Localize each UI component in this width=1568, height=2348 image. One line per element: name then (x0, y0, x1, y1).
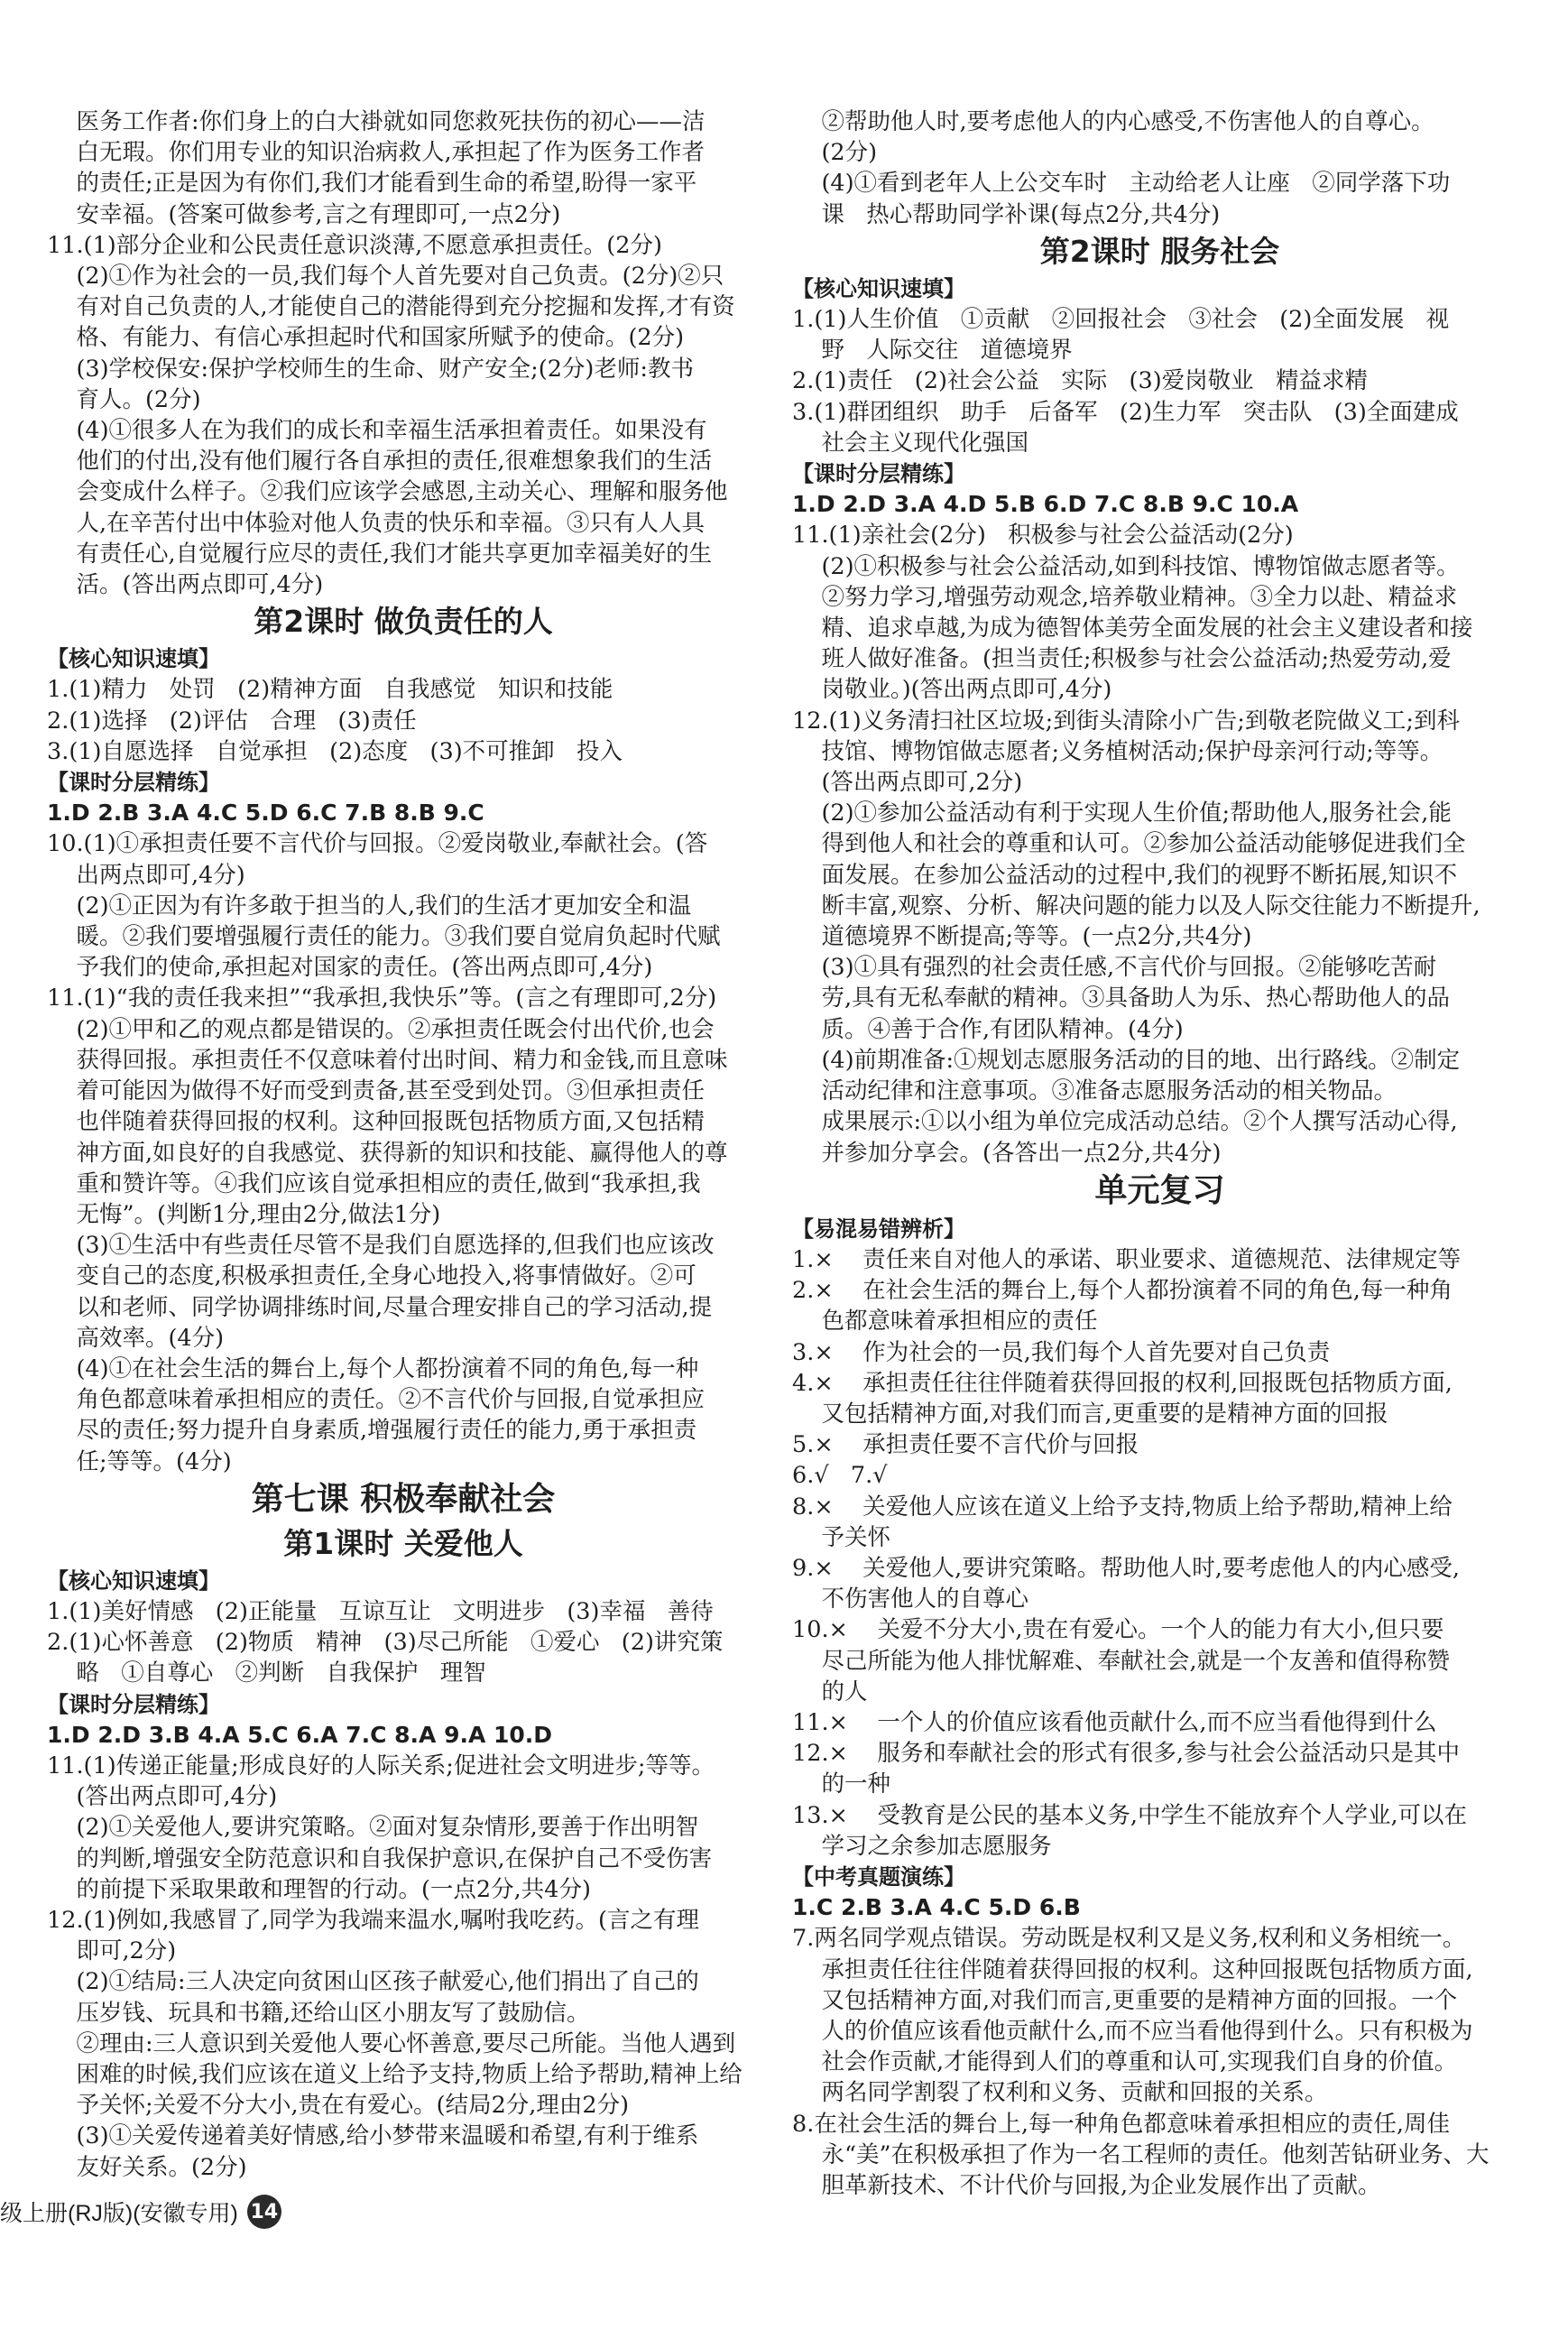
paragraph: 11.(1)亲社会(2分) 积极参与社会公益活动(2分) (2)①积极参与社会公益活动,如到科技馆、博物馆做志愿者等。 ②努力学习,增强劳动观念,培养敬业精神。③全力以赴、精益求 精、追求卓越,为成为德智体美劳全面发展的社会主义建设者和接 班人做好准备。(担当责任;积极参与社会公益活动;热爱劳动,爱 岗敬业。)(答出两点即可,4分) 12.(1)义务清扫社区垃圾;到街头清除小广告;到敬老院做义工;到科 技馆、博物馆做志愿者;义务植树活动;保护母亲河行动;等等。 (答出两点即可,2分) (2)①参加公益活动有利于实现人生价值;帮助他人,服务社会,能 得到他人和社会的尊重和认可。②参加公益活动能够促进我们全 面发展。在参加公益活动的过程中,我们的视野不断拓展,知识不 断丰富,观察、分析、解决问题的能力以及人际交往能力不断提升, 道德境界不断提高;等等。(一点2分,共4分) (3)①具有强烈的社会责任感,不言代价与回报。②能够吃苦耐 劳,具有无私奉献的精神。③具备助人为乐、热心帮助他人的品 质。④善于合作,有团队精神。(4分) (4)前期准备:①规划志愿服务活动的目的地、出行路线。②制定 活动纪律和注意事项。③准备志愿服务活动的相关物品。 成果展示:①以小组为单位完成活动总结。②个人撰写活动心得, 并参加分享会。(各答出一点2分,共4分) (792, 522, 1480, 1167)
lesson-subtitle: 第2课时 服务社会 (1039, 233, 1280, 269)
paragraph: 10.(1)①承担责任要不言代价与回报。②爱岗敬业,奉献社会。(答 出两点即可,4分) (2)①正因为有许多敢于担当的人,我们的生活才更加安全和温 暖。②我们要增强履行责任的能力。③我们要自觉肩负起时代赋 予我们的使命,承担起对国家的责任。(答出两点即可,4分) 11.(1)“我的责任我来担”“我承担,我快乐”等。(言之有理即可,2分) (2)①甲和乙的观点都是错误的。②承担责任既会付出代价,也会 获得回报。承担责任不仅意味着付出时间、精力和金钱,而且意味 着可能因为做得不好而受到责备,甚至受到处罚。③但承担责任 也伴随着获得回报的权利。这种回报既包括物质方面,又包括精 神方面,如良好的自我感觉、获得新的知识和技能、赢得他人的尊 重和赞许等。④我们应该自觉承担相应的责任,做到“我承担,我 无悔”。(判断1分,理由2分,做法1分) (3)①生活中有些责任尽管不是我们自愿选择的,但我们也应该改 变自己的态度,积极承担责任,全身心地投入,将事情做好。②可 以和老师、同学协调排练时间,尽量合理安排自己的学习活动,提 高效率。(4分) (4)①在社会生活的舞台上,每个人都扮演着不同的角色,每一种 角色都意味着承担相应的责任。②不言代价与回报,自觉承担应 尽的责任;努力提升自身素质,增强履行责任的能力,勇于承担责 任;等等。(4分) (47, 830, 728, 1475)
right-column (792, 106, 1527, 2201)
paragraph: 1.(1)人生价值 ①贡献 ②回报社会 ③社会 (2)全面发展 视 野 人际交往 道德境界 2.(1)责任 (2)社会公益 实际 (3)爱岗敬业 精益求精 3.(1)群团组织 助手 后备军 (2)生力军 突击队 (3)全面建成 社会主义现代化强国 (792, 306, 1459, 457)
paragraph: 11.(1)传递正能量;形成良好的人际关系;促进社会文明进步;等等。 (答出两点即可,4分) (2)①关爱他人,要讲究策略。②面对复杂情形,要善于作出明智 的判断,增强安全防范意识和自我保护意识,在保护自己不受伤害 的前提下采取果敢和理智的行动。(一点2分,共4分) 12.(1)例如,我感冒了,同学为我端来温水,嘱咐我吃药。(言之有理 即可,2分) (2)①结局:三人决定向贫困山区孩子献爱心,他们捐出了自己的 压岁钱、玩具和书籍,还给山区小朋友写了鼓励信。 ②理由:三人意识到关爱他人要心怀善意,要尽己所能。当他人遇到 困难的时候,我们应该在道义上给予支持,物质上给予帮助,精神上给 予关怀;关爱不分大小,贵在有爱心。(结局2分,理由2分) (3)①关爱传递着美好情感,给小梦带来温暖和希望,有利于维系 友好关系。(2分) (47, 1752, 742, 2181)
paragraph: 医务工作者:你们身上的白大褂就如同您救死扶伤的初心——洁 白无瑕。你们用专业的知识治病救人,承担起了作为医务工作者 的责任;正是因为有你们,我们才能看到生命的希望,盼得一家平 安幸福。(答案可做参考,言之有理即可,一点2分) (76, 108, 706, 228)
page-number-badge: 14 (247, 2195, 281, 2229)
lesson-title: 第七课 积极奉献社会 (251, 1480, 556, 1518)
section-heading: 【核心知识速填】 (47, 646, 220, 672)
answer-key-line: 1.D 2.B 3.A 4.C 5.D 6.C 7.B 8.B 9.C (47, 800, 484, 827)
answer-key-line: 1.D 2.D 3.A 4.D 5.B 6.D 7.C 8.B 9.C 10.A (792, 491, 1299, 518)
section-heading: 【课时分层精练】 (47, 770, 220, 796)
answer-key-line: 1.C 2.B 3.A 4.C 5.D 6.B (792, 1894, 1081, 1921)
book-label: 级上册(RJ版)(安徽专用) (0, 2201, 238, 2226)
paragraph: 1.× 责任来自对他人的承诺、职业要求、道德规范、法律规定等 2.× 在社会生活的舞台上,每个人都扮演着不同的角色,每一种角 色都意味着承担相应的责任 3.× 作为社会的一员,我们每个人首先要对自己负责 4.× 承担责任往往伴随着获得回报的权利,回报既包括物质方面, 又包括精神方面,对我们而言,更重要的是精神方面的回报 5.× 承担责任要不言代价与回报 6.√ 7.√ 8.× 关爱他人应该在道义上给予支持,物质上给予帮助,精神上给 予关怀 9.× 关爱他人,要讲究策略。帮助他人时,要考虑他人的内心感受, 不伤害他人的自尊心 10.× 关爱不分大小,贵在有爱心。一个人的能力有大小,但只要 尽己所能为他人排忧解难、奉献社会,就是一个友善和值得称赞 的人 11.× 一个人的价值应该看他贡献什么,而不应当看他得到什么 12.× 服务和奉献社会的形式有很多,参与社会公益活动只是其中 的一种 13.× 受教育是公民的基本义务,中学生不能放弃个人学业,可以在 学习之余参加志愿服务 (792, 1245, 1468, 1860)
section-heading: 【核心知识速填】 (47, 1567, 220, 1594)
lesson-subtitle: 第2课时 做负责任的人 (254, 604, 553, 640)
paragraph: ②帮助他人时,要考虑他人的内心感受,不伤害他人的自尊心。 (2分) (4)①看到老年人上公交车时 主动给老人让座 ②同学落下功 课 热心帮助同学补课(每点2分,共4分) (821, 108, 1451, 228)
lesson-subtitle: 第1课时 关爱他人 (283, 1525, 523, 1561)
section-heading: 【课时分层精练】 (47, 1691, 220, 1717)
section-heading: 【易混易错辨析】 (792, 1216, 965, 1242)
left-column (47, 106, 760, 2183)
paragraph: 11.(1)部分企业和公民责任意识淡薄,不愿意承担责任。(2分) (2)①作为社会的一员,我们每个人首先要对自己负责。(2分)②只 有对自己负责的人,才能使自己的潜能得到充分挖掘和发挥,才有资 格、有能力、有信心承担起时代和国家所赋予的使命。(2分) (3)学校保安:保护学校师生的生命、财产安全;(2分)老师:教书 育人。(2分) (4)①很多人在为我们的成长和幸福生活承担着责任。如果没有 他们的付出,没有他们履行各自承担的责任,很难想象我们的生活 会变成什么样子。②我们应该学会感恩,主动关心、理解和服务他 人,在辛苦付出中体验对他人负责的快乐和幸福。③只有人人具 有责任心,自觉履行应尽的责任,我们才能共享更加幸福美好的生 活。(答出两点即可,4分) (47, 231, 735, 599)
paragraph: 7.两名同学观点错误。劳动既是权利又是义务,权利和义务相统一。 承担责任往往伴随着获得回报的权利。这种回报既包括物质方面, 又包括精神方面,对我们而言,更重要的是精神方面的回报。一个 人的价值应该看他贡献什么,而不应当看他得到什么。只有积极为 社会作贡献,才能得到人们的尊重和认可,实现我们自身的价值。 两名同学割裂了权利和义务、贡献和回报的关系。 8.在社会生活的舞台上,每一种角色都意味着承担相应的责任,周佳 永“美”在积极承担了作为一名工程师的责任。他刻苦钻研业务、大 胆革新技术、不计代价与回报,为企业发展作出了贡献。 (792, 1925, 1490, 2199)
section-heading: 【课时分层精练】 (792, 461, 965, 487)
paragraph: 1.(1)美好情感 (2)正能量 互谅互让 文明进步 (3)幸福 善待 2.(1)心怀善意 (2)物质 精神 (3)尽己所能 ①爱心 (2)讲究策 略 ①自尊心 ②判断 自我保护 理智 (47, 1597, 724, 1687)
answer-key-line: 1.D 2.D 3.B 4.A 5.C 6.A 7.C 8.A 9.A 10.D (47, 1721, 553, 1748)
section-heading: 【核心知识速填】 (792, 275, 965, 301)
paragraph: 1.(1)精力 处罚 (2)精神方面 自我感觉 知识和技能 2.(1)选择 (2)评估 合理 (3)责任 3.(1)自愿选择 自觉承担 (2)态度 (3)不可推卸 投入 (47, 676, 623, 765)
section-heading: 【中考真题演练】 (792, 1863, 965, 1890)
footer (0, 2195, 281, 2229)
lesson-title: 单元复习 (1094, 1171, 1225, 1209)
